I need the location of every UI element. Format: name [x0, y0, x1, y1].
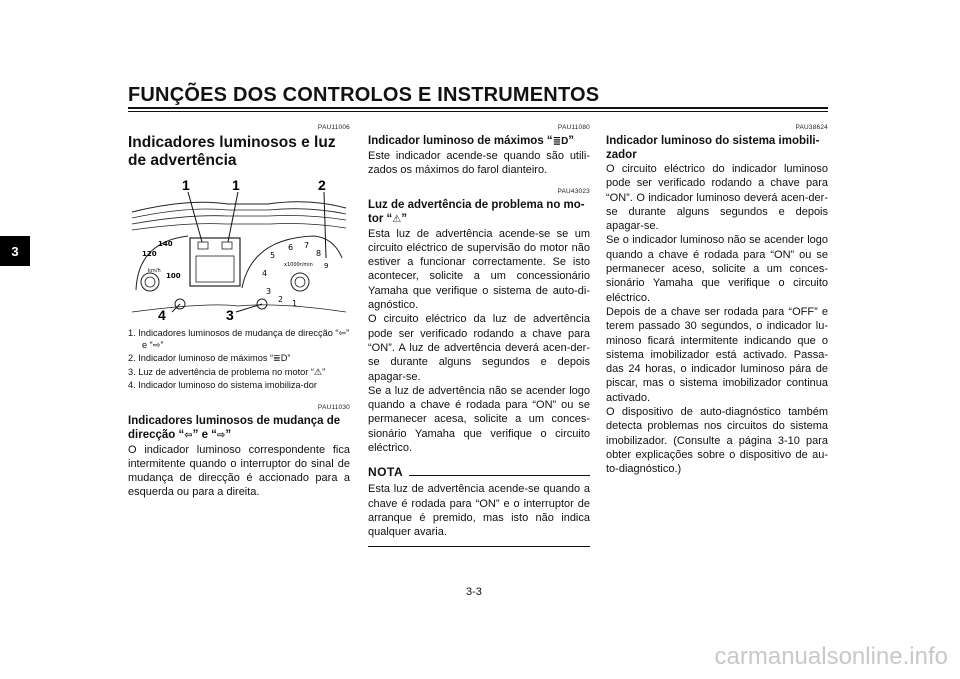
turn-signal-heading: Indicadores luminosos de mudança de direcção “⇦” e “⇨”: [128, 414, 341, 441]
page-title: FUNÇÕES DOS CONTROLOS E INSTRUMENTOS: [128, 84, 600, 106]
high-beam-heading: Indicador luminoso de máximos “≣D”: [368, 135, 575, 147]
immobilizer-heading: Indicador luminoso do sistema imobili-zador: [606, 135, 820, 161]
header-rule-thin: [128, 111, 828, 112]
high-beam-icon: ≣D: [552, 136, 569, 147]
svg-text:6: 6: [288, 243, 294, 252]
callout-1a: 1: [182, 178, 190, 193]
nota-rule: [409, 475, 590, 476]
section-code: PAU11030: [317, 403, 350, 411]
column-1: [128, 124, 350, 500]
engine-warning-body-2: O circuito eléctrico da luz de advertência pode ser verificado rodando a chave para “ON”. A luz de advertência deverá acen-der-se durante alguns segundos e depois apagar-se.: [368, 313, 590, 383]
figure-caption-4: 4. Indicador luminoso do sistema imobiliza-dor: [128, 380, 317, 390]
section-code: PAU43023: [557, 187, 590, 195]
column-2: [368, 124, 590, 547]
section-heading: Indicadores luminosos e luz de advertência: [128, 134, 336, 169]
instrument-cluster-figure: [128, 178, 350, 322]
section-code: PAU11006: [317, 124, 350, 131]
callout-2: 2: [318, 178, 326, 193]
engine-warning-body-3: Se a luz de advertência não se acender logo quando a chave é rodada para “ON” ou se permanecer acesa, solicite a um conces-sionário Yamaha que verifique o circuito eléctrico.: [368, 384, 590, 455]
svg-text:120: 120: [142, 250, 157, 258]
engine-warning-heading: Luz de advertência de problema no mo-tor “⚠”: [368, 198, 585, 225]
immobilizer-body-4: O dispositivo de auto-diagnóstico também detecta problemas nos circuitos do sistema imobilizador. (Consulte a página 3-10 para obter explicações sobre o dispositivo de au-to-diagnóstico.): [606, 406, 828, 476]
figure-caption-1: 1. Indicadores luminosos de mudança de direcção “⇦” e “⇨”: [128, 328, 350, 350]
svg-text:140: 140: [158, 240, 173, 248]
header-rule: [128, 107, 828, 109]
high-beam-body: Este indicador acende-se quando são utili-zados os máximos do farol dianteiro.: [368, 150, 590, 177]
immobilizer-body-3: Depois de a chave ser rodada para “OFF” e terem passado 30 segundos, o indicador lu-minoso ficará intermitente indicando que o sistema imobilizador está activado. Passa-das 24 horas, o indicador luminoso pára de piscar, mas o sistema imobilizador continua activado.: [606, 305, 828, 404]
immobilizer-body-2: Se o indicador luminoso não se acender logo quando a chave é rodada para “ON” ou se permanecer aceso, solicite a um conces-sionário Yamaha que verifique o circuito eléctrico.: [606, 234, 828, 304]
svg-text:7: 7: [304, 241, 310, 250]
engine-warning-body-1: Esta luz de advertência acende-se se um circuito eléctrico de supervisão do motor não estiver a funcionar correctamente. Se isto acontecer, solicite a um concessionário Yamaha que verifique o sistema de auto-di-agnóstico.: [368, 227, 590, 312]
svg-text:3: 3: [266, 287, 272, 296]
page-number: 3-3: [466, 586, 482, 598]
turn-right-icon: ⇨: [216, 429, 226, 441]
immobilizer-body-1: O circuito eléctrico do indicador luminoso pode ser verificado rodando a chave para “ON”. O indicador luminoso deverá acen-der-se durante alguns segundos e depois apagar-se.: [606, 163, 828, 233]
nota-body: Esta luz de advertência acende-se quando a chave é rodada para “ON” e o interruptor de arranque é premido, mas isto não indica qualquer avaria.: [368, 483, 590, 539]
svg-text:9: 9: [324, 262, 329, 270]
engine-trouble-icon: ⚠: [392, 213, 402, 225]
callout-4: 4: [158, 307, 166, 322]
section-code: PAU38624: [795, 124, 828, 131]
turn-left-icon: ⇦: [184, 429, 193, 441]
svg-text:2: 2: [278, 295, 284, 304]
nota-label: NOTA: [368, 465, 404, 480]
svg-text:km/h: km/h: [148, 268, 161, 274]
watermark: carmanualsonline.info: [714, 643, 948, 670]
figure-caption-2: 2. Indicador luminoso de máximos “≣D”: [128, 353, 291, 363]
callout-3: 3: [226, 307, 234, 322]
nota-header: [368, 465, 590, 479]
svg-text:4: 4: [262, 269, 268, 278]
figure-caption-3: 3. Luz de advertência de problema no motor “⚠”: [128, 366, 326, 377]
svg-text:1: 1: [292, 299, 298, 308]
svg-text:x1000r/min: x1000r/min: [284, 262, 313, 268]
nota-end-rule: [368, 546, 590, 547]
svg-text:100: 100: [166, 272, 181, 280]
turn-signal-body: O indicador luminoso correspondente fica intermitente quando o interruptor do sinal de mudança de direcção é accionado para a esquerda ou para a direita.: [128, 443, 350, 499]
section-code: PAU11080: [557, 124, 590, 131]
column-3: [606, 124, 828, 477]
svg-text:5: 5: [270, 251, 276, 260]
chapter-tab: 3: [0, 236, 30, 266]
svg-text:8: 8: [316, 249, 322, 258]
callout-1b: 1: [232, 178, 240, 193]
